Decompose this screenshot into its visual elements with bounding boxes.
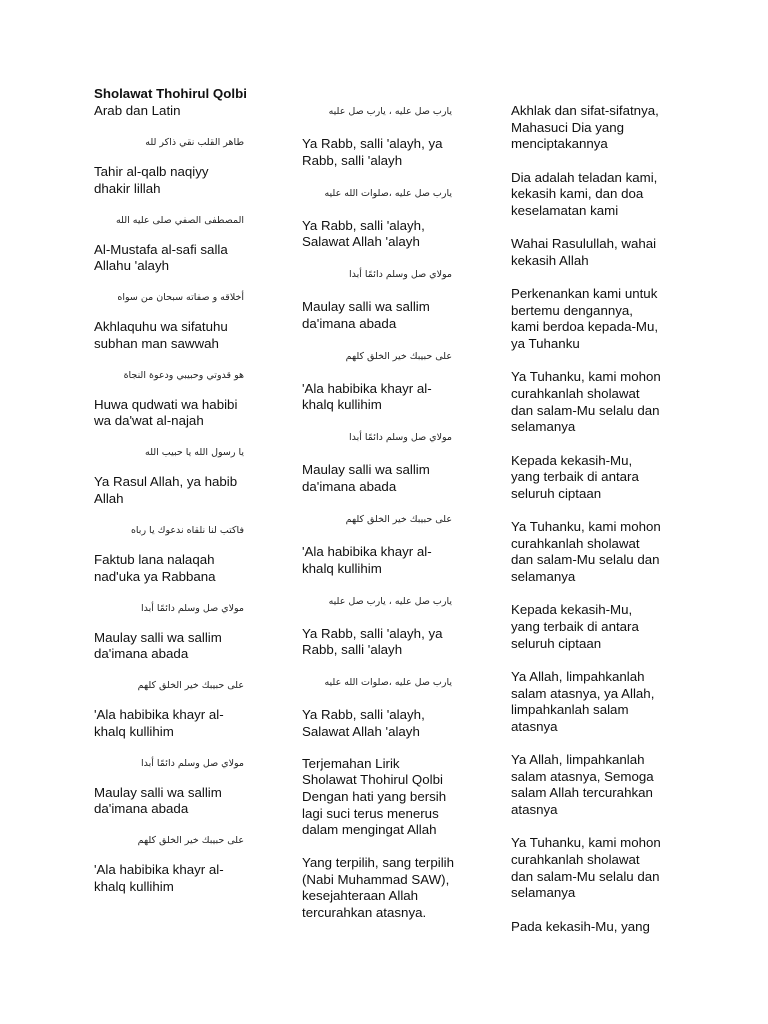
lyric-line: yang terbaik di antara <box>511 469 639 485</box>
lyric-line: 'Ala habibika khayr al- <box>302 380 432 396</box>
lyric-line: kesejahteraan Allah <box>302 888 419 904</box>
arabic-lyric-line: على حبيبك خير الخلق كلهم <box>345 350 452 362</box>
arabic-lyric-line: يارب صل عليه ،صلوات الله عليه <box>324 187 452 199</box>
lyric-line: Tahir al-qalb naqiyy <box>94 164 209 179</box>
lyric-line: Salawat Allah 'alayh <box>302 234 420 250</box>
arabic-lyric-line: على حبيبك خير الخلق كلهم <box>137 680 244 692</box>
lyric-line: Mahasuci Dia yang <box>511 119 625 135</box>
lyric-line: Dia adalah teladan kami, <box>511 169 658 185</box>
lyric-line: lagi suci terus menerus <box>302 805 439 821</box>
lyric-line: da'imana abada <box>94 801 189 817</box>
lyric-line: Ya Tuhanku, kami mohon <box>511 835 661 851</box>
lyric-line: Terjemahan Lirik <box>302 755 400 771</box>
lyric-line: khalq kullihim <box>302 397 382 413</box>
lyric-line: Rabb, salli 'alayh <box>302 642 403 658</box>
lyric-line: seluruh ciptaan <box>511 635 602 651</box>
arabic-lyric-line: على حبيبك خير الخلق كلهم <box>137 835 244 847</box>
lyric-line: (Nabi Muhammad SAW), <box>302 871 450 887</box>
lyric-line: Wahai Rasulullah, wahai <box>511 236 657 252</box>
lyric-line: Ya Rabb, salli 'alayh, <box>302 707 425 723</box>
lyric-line: Maulay salli wa sallim <box>302 299 430 315</box>
lyric-line: dalam mengingat Allah <box>302 822 437 838</box>
lyric-line: Faktub lana nalaqah <box>94 552 215 567</box>
lyric-line: salam atasnya, Semoga <box>511 768 654 784</box>
lyric-line: nad'uka ya Rabbana <box>94 568 216 584</box>
lyric-line: Kepada kekasih-Mu, <box>511 602 633 618</box>
lyric-line: Yang terpilih, sang terpilih <box>302 855 455 871</box>
arabic-lyric-line: مولاي صل وسلم دائمًا أبدا <box>348 269 452 281</box>
lyric-line: 'Ala habibika khayr al- <box>94 707 224 723</box>
lyric-line: kekasih kami, dan doa <box>511 186 644 202</box>
arabic-lyric-line: مولاي صل وسلم دائمًا أبدا <box>348 432 452 444</box>
lyric-line: Maulay salli wa sallim <box>94 784 222 800</box>
lyric-line: yang terbaik di antara <box>511 619 639 634</box>
lyric-line: Ya Rabb, salli 'alayh, ya <box>302 625 443 641</box>
lyric-line: kami berdoa kepada-Mu, <box>511 319 659 335</box>
lyric-line: ya Tuhanku <box>511 336 580 351</box>
lyric-line: curahkanlah sholawat <box>511 535 640 551</box>
lyric-line: Allahu 'alayh <box>94 258 169 274</box>
lyric-line: Akhlaquhu wa sifatuhu <box>94 319 228 335</box>
arabic-lyric-line: يا رسول الله يا حبيب الله <box>144 447 244 459</box>
lyric-line: da'imana abada <box>302 479 397 494</box>
lyric-line: tercurahkan atasnya. <box>302 905 427 920</box>
lyric-line: dan salam-Mu selalu dan <box>511 552 660 568</box>
lyric-line: salam atasnya, ya Allah, <box>511 685 655 701</box>
lyric-line: Allah <box>94 491 124 506</box>
lyric-line: keselamatan kami <box>511 202 619 218</box>
lyric-line: Akhlak dan sifat-sifatnya, <box>511 103 659 118</box>
lyric-line: subhan man sawwah <box>94 335 219 351</box>
lyric-line: atasnya <box>511 802 558 817</box>
lyric-line: Salawat Allah 'alayh <box>302 723 420 739</box>
lyric-line: 'Ala habibika khayr al- <box>94 862 224 878</box>
lyric-line: Rabb, salli 'alayh <box>302 152 403 168</box>
arabic-lyric-line: يارب صل عليه ، يارب صل عليه <box>328 106 452 117</box>
lyric-line: khalq kullihim <box>94 723 174 739</box>
arabic-lyric-line: يارب صل عليه ،صلوات الله عليه <box>324 677 452 689</box>
lyric-line: Perkenankan kami untuk <box>511 286 658 302</box>
arabic-lyric-line: فاكتب لنا نلقاه ندعوك يا رباه <box>130 525 244 536</box>
lyric-line: curahkanlah sholawat <box>511 852 640 867</box>
arabic-lyric-line: على حبيبك خير الخلق كلهم <box>345 514 452 525</box>
arabic-lyric-line: مولاي صل وسلم دائمًا أبدا <box>140 602 244 614</box>
lyric-line: Ya Rasul Allah, ya habib <box>94 474 238 490</box>
lyric-line: menciptakannya <box>511 136 608 152</box>
lyric-line: Arab dan Latin <box>94 103 181 118</box>
arabic-lyric-line: مولاي صل وسلم دائمًا أبدا <box>140 757 244 769</box>
arabic-lyric-line: أخلاقه و صفاته سبحان من سواه <box>117 292 244 304</box>
lyric-line: 'Ala habibika khayr al- <box>302 544 432 559</box>
lyric-line: Pada kekasih-Mu, yang <box>511 918 650 934</box>
lyric-line: bertemu dengannya, <box>511 302 633 318</box>
lyric-line: curahkanlah sholawat <box>511 386 640 401</box>
lyric-line: Ya Rabb, salli 'alayh, <box>302 217 425 233</box>
lyric-line: atasnya <box>511 718 558 734</box>
lyric-line: Ya Tuhanku, kami mohon <box>511 369 661 385</box>
lyric-line: selamanya <box>511 885 576 901</box>
lyric-line: limpahkanlah salam <box>511 702 629 718</box>
lyric-line: selamanya <box>511 419 576 435</box>
lyric-line: Ya Tuhanku, kami mohon <box>511 519 661 535</box>
lyric-line: Maulay salli wa sallim <box>94 629 222 645</box>
lyric-line: dhakir lillah <box>94 180 161 196</box>
document-title: Sholawat Thohirul Qolbi <box>94 86 247 101</box>
arabic-lyric-line: طاهر القلب نقي ذاكر لله <box>145 137 244 148</box>
lyric-line: Sholawat Thohirul Qolbi <box>302 772 443 788</box>
lyric-line: Ya Allah, limpahkanlah <box>511 752 645 768</box>
lyric-line: Al-Mustafa al-safi salla <box>94 241 228 257</box>
lyric-line: dan salam-Mu selalu dan <box>511 402 660 418</box>
lyric-line: Ya Allah, limpahkanlah <box>511 669 645 684</box>
lyric-line: dan salam-Mu selalu dan <box>511 868 660 884</box>
lyric-line: salam Allah tercurahkan <box>511 785 653 801</box>
lyric-line: Kepada kekasih-Mu, <box>511 452 633 468</box>
arabic-lyric-line: المصطفى الصفي صلى عليه الله <box>115 214 244 226</box>
lyric-line: khalq kullihim <box>302 560 382 576</box>
arabic-lyric-line: يارب صل عليه ، يارب صل عليه <box>328 595 452 607</box>
lyric-line: selamanya <box>511 569 576 584</box>
lyric-line: seluruh ciptaan <box>511 485 602 501</box>
lyric-line: Maulay salli wa sallim <box>302 462 430 478</box>
lyric-line: Dengan hati yang bersih <box>302 789 447 804</box>
lyric-line: kekasih Allah <box>511 252 589 268</box>
lyric-line: wa da'wat al-najah <box>94 413 204 429</box>
arabic-lyric-line: هو قدوتي وحبيبي ودعوة النجاة <box>123 369 244 381</box>
lyric-line: Ya Rabb, salli 'alayh, ya <box>302 136 443 151</box>
lyric-line: Huwa qudwati wa habibi <box>94 396 238 412</box>
lyric-line: da'imana abada <box>302 315 397 331</box>
lyric-line: khalq kullihim <box>94 879 174 894</box>
lyric-line: da'imana abada <box>94 646 189 662</box>
